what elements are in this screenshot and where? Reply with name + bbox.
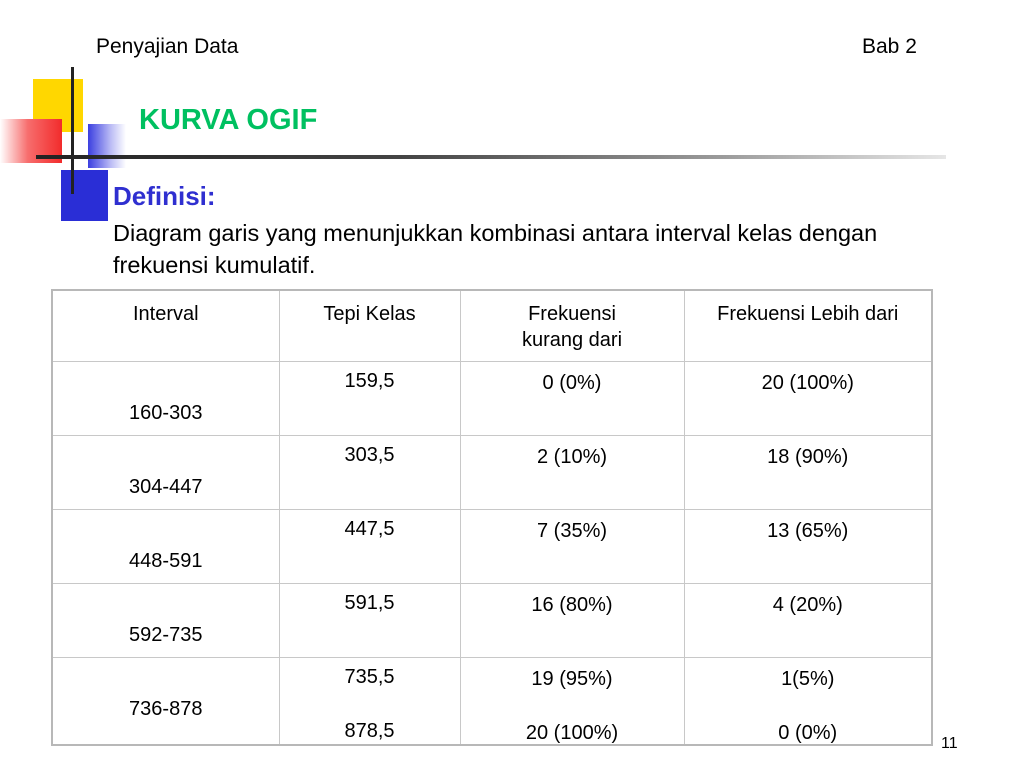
cell-tepi: [279, 436, 460, 510]
lebih-value: 1(5%): [781, 668, 835, 690]
header-frekuensi-kurang: [460, 290, 684, 362]
cell-tepi: [279, 658, 460, 746]
table-row: [52, 510, 932, 584]
definition-body: Diagram garis yang menunjukkan kombinasi antara interval kelas dengan frekuensi kumulatif.: [113, 220, 878, 278]
table-header-row: [52, 290, 932, 362]
cell-kurang: [460, 510, 684, 584]
header-frekuensi-kurang-label: Frekuensi kurang dari: [521, 303, 623, 351]
header-tepi-kelas: Tepi Kelas: [279, 290, 460, 362]
lebih-value: 20 (100%): [761, 372, 854, 394]
table-row: [52, 436, 932, 510]
decor-blue-fade: [88, 124, 126, 168]
lebih-value: 18 (90%): [767, 446, 849, 468]
tepi-value: 447,5: [344, 518, 395, 540]
cell-tepi: [279, 584, 460, 658]
lebih-value: 4 (20%): [772, 594, 843, 616]
cell-interval: [52, 362, 279, 436]
header-section-title: Penyajian Data: [96, 35, 239, 58]
interval-value: 160-303: [129, 402, 203, 424]
kurang-value: 16 (80%): [531, 594, 613, 616]
cell-interval: [52, 584, 279, 658]
header-frekuensi-lebih-label: Frekuensi Lebih dari: [717, 303, 899, 325]
cell-kurang: [460, 658, 684, 746]
tepi-value: 591,5: [344, 592, 395, 614]
table-row: [52, 584, 932, 658]
cell-interval: [52, 436, 279, 510]
header-interval: Interval: [52, 290, 279, 362]
table-row: [52, 362, 932, 436]
decor-blue-square: [61, 170, 108, 221]
definition-heading: Definisi:: [113, 181, 216, 211]
page-number: 11: [941, 735, 958, 752]
interval-value: 448-591: [129, 550, 203, 572]
cell-kurang: [460, 362, 684, 436]
title-divider: [36, 155, 946, 159]
slide-title: KURVA OGIF: [139, 104, 318, 136]
ogive-table: [51, 289, 933, 746]
cell-lebih: [684, 510, 932, 584]
interval-value: 304-447: [129, 476, 203, 498]
lebih-value-last: 0 (0%): [778, 722, 838, 744]
kurang-value: 7 (35%): [536, 520, 608, 542]
tepi-value: 735,5: [344, 666, 395, 688]
cell-lebih: [684, 658, 932, 746]
lebih-value: 13 (65%): [767, 520, 849, 542]
cell-lebih: [684, 436, 932, 510]
cell-interval: [52, 510, 279, 584]
cell-lebih: [684, 362, 932, 436]
cell-tepi: [279, 510, 460, 584]
cell-kurang: [460, 436, 684, 510]
tepi-value: 159,5: [344, 370, 395, 392]
kurang-value: 19 (95%): [531, 668, 613, 690]
kurang-value: 0 (0%): [542, 372, 602, 394]
tepi-value: 303,5: [344, 444, 395, 466]
kurang-value-last: 20 (100%): [525, 722, 619, 744]
cell-tepi: [279, 362, 460, 436]
kurang-value: 2 (10%): [536, 446, 608, 468]
interval-value: 736-878: [129, 698, 203, 720]
decor-vertical-line: [71, 67, 74, 194]
interval-value: 592-735: [129, 624, 203, 646]
table-row: [52, 658, 932, 746]
tepi-value-last: 878,5: [344, 720, 395, 742]
header-frekuensi-lebih: [684, 290, 932, 362]
header-chapter: Bab 2: [862, 35, 917, 58]
cell-interval: [52, 658, 279, 746]
cell-lebih: [684, 584, 932, 658]
cell-kurang: [460, 584, 684, 658]
